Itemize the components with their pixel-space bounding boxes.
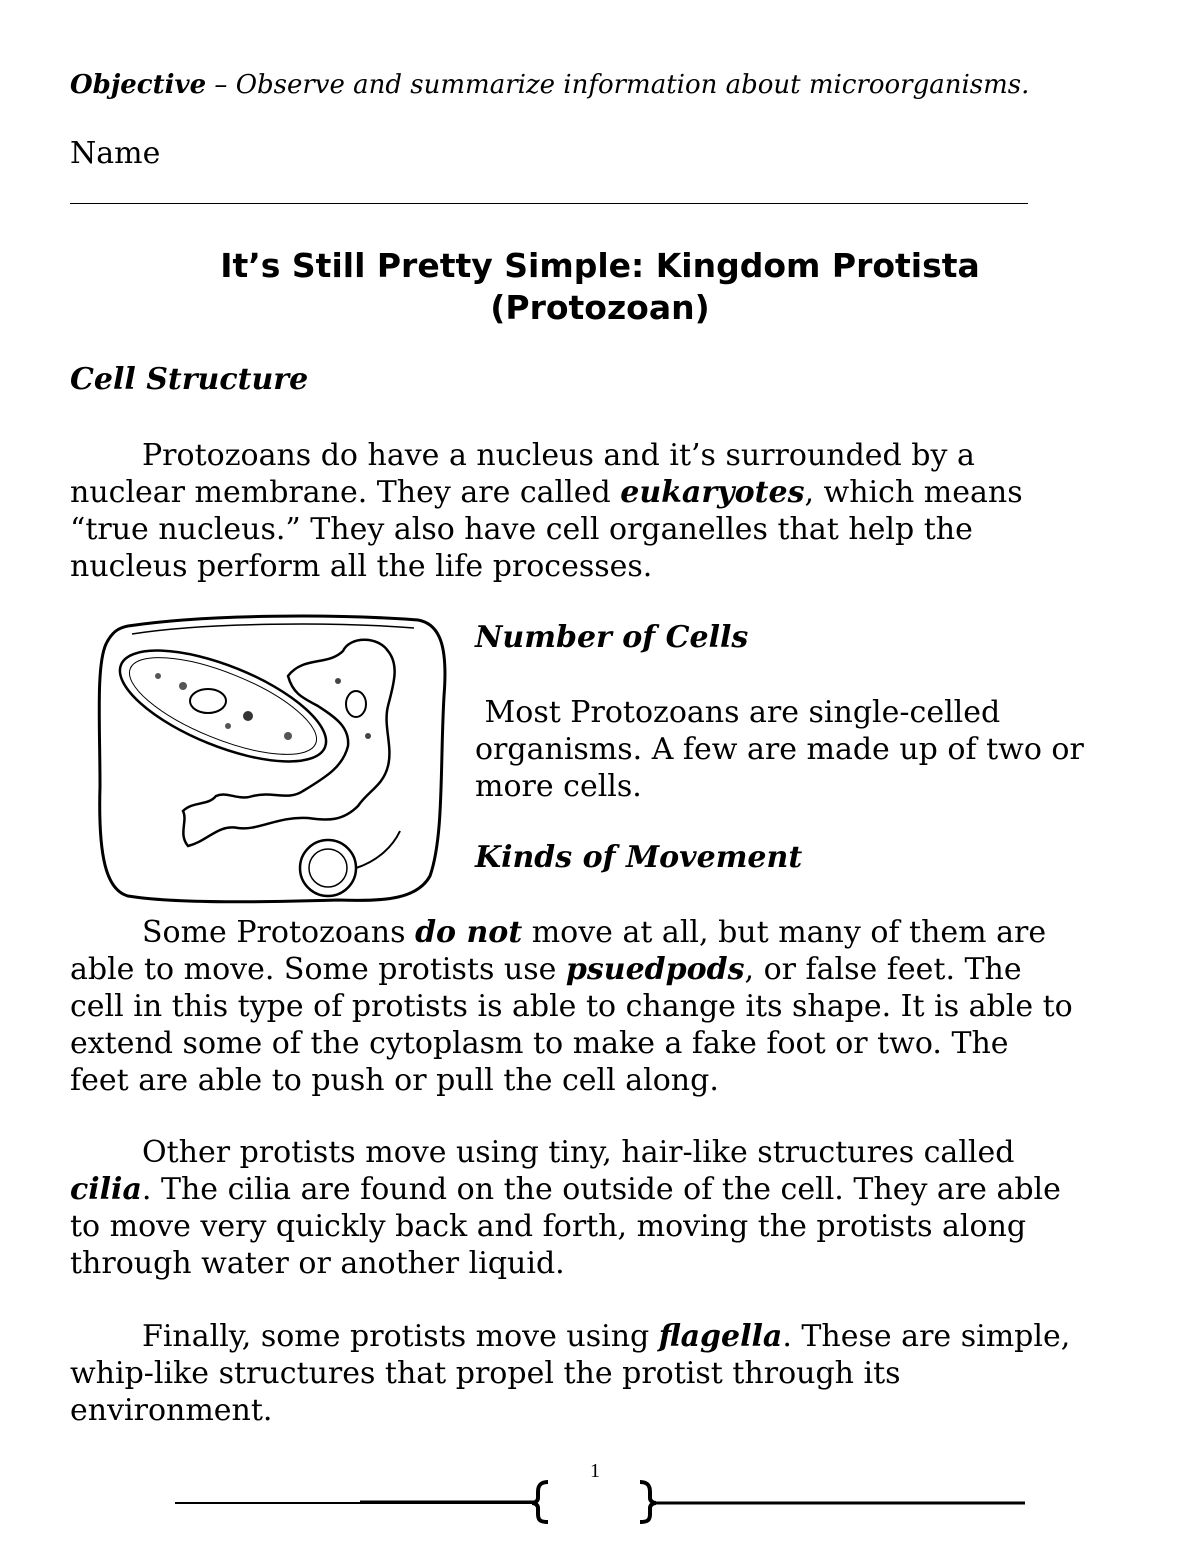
term-flagella: flagella: [658, 1319, 783, 1354]
term-cilia: cilia: [70, 1172, 142, 1207]
term-eukaryotes: eukaryotes: [620, 475, 805, 510]
heading-kinds-of-movement: Kinds of Movement: [475, 840, 803, 875]
footer-rule: [170, 1470, 1030, 1530]
page-title-line-2: (Protozoan): [490, 288, 710, 327]
name-label: Name: [70, 136, 161, 171]
objective: [70, 70, 1029, 100]
page-title: [100, 245, 1100, 329]
paragraph-cell-structure: Protozoans do have a nucleus and it’s surrounded by a nuclear membrane. They are called eukaryotes, which means “true nucleus.” They also have cell organelles that help the nucleus perform all the life processes.: [70, 438, 1023, 584]
term-do-not: do not: [415, 915, 523, 950]
objective-text: Observe and summarize information about microorganisms.: [235, 70, 1030, 100]
objective-label: Objective: [70, 70, 207, 100]
term-psuedpods: psuedpods: [565, 952, 745, 987]
paragraph-movement-flagella: Finally, some protists move using flagella. These are simple, whip-like structures that propel the protist through its environment.: [70, 1319, 1071, 1428]
page-number: 1: [590, 1460, 600, 1482]
heading-number-of-cells: Number of Cells: [475, 620, 749, 655]
protozoa-illustration-icon: [88, 606, 458, 908]
heading-cell-structure: Cell Structure: [70, 362, 309, 397]
page-title-line-1: It’s Still Pretty Simple: Kingdom Protista: [220, 246, 980, 285]
objective-dash: –: [206, 70, 236, 100]
paragraph-number-of-cells: Most Protozoans are single-celled organisms. A few are made up of two or more cells.: [475, 695, 1084, 804]
paragraph-movement-cilia: Other protists move using tiny, hair-like structures called cilia. The cilia are found on the outside of the cell. They are able to move very quickly back and forth, moving the protists along through water or another liquid.: [70, 1135, 1061, 1281]
paragraph-movement-pseudopods: Some Protozoans do not move at all, but many of them are able to move. Some protists use psuedpods, or false feet. The cell in this type of protists is able to change its shape. It is able to extend some of the cytoplasm to make a fake foot or two. The feet are able to push or pull the cell along.: [70, 915, 1073, 1098]
name-field-line[interactable]: [70, 203, 1028, 204]
